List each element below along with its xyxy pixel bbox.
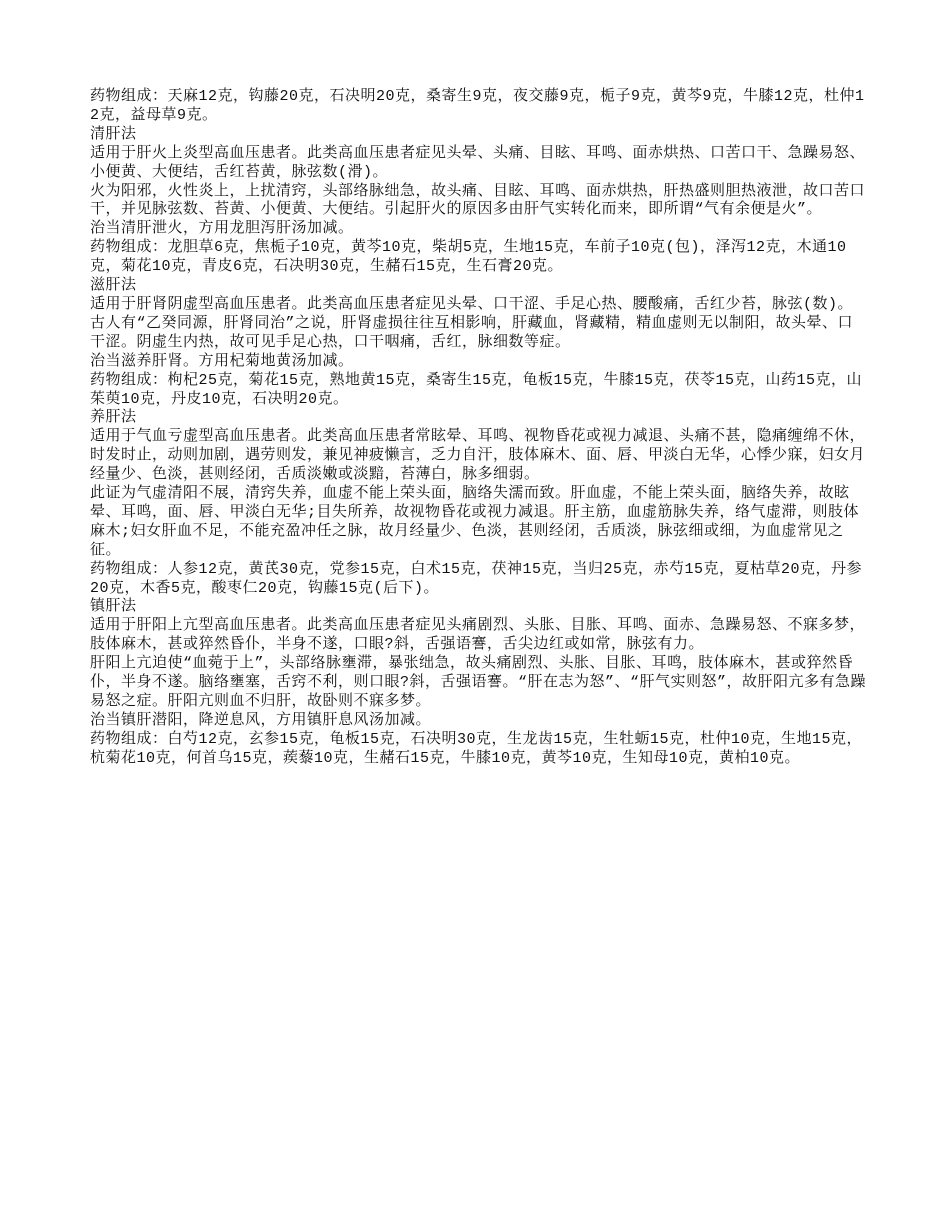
indication-paragraph: 适用于肝肾阴虚型高血压患者。此类高血压患者症见头晕、口干涩、手足心热、腰酸痛，舌红少苔，脉弦(数)。 xyxy=(90,295,854,313)
pathogenesis-paragraph: 肝阳上亢迫使“血菀于上”，头部络脉壅滞，暴张绌急，故头痛剧烈、头胀、目胀、耳鸣，肢体麻木，甚或猝然昏仆，半身不遂。脑络壅塞，舌窍不利，则口眼?斜，舌强语謇。“肝在志为怒”、“肝气实则怒”，故肝阳亢多有急躁易怒之症。肝阳亢则血不归肝，故卧则不寐多梦。 xyxy=(90,655,867,710)
indication-paragraph: 适用于肝火上炎型高血压患者。此类高血压患者症见头晕、头痛、目眩、耳鸣、面赤烘热、口苦口干、急躁易怒、小便黄、大便结，舌红苔黄，脉弦数(滑)。 xyxy=(90,144,866,181)
section-zigan xyxy=(90,277,866,409)
section-heading: 滋肝法 xyxy=(90,277,137,295)
pathogenesis-paragraph: 此证为气虚清阳不展，清窍失养，血虚不能上荣头面，脑络失濡而致。肝血虚，不能上荣头面，脑络失养，故眩晕、耳鸣，面、唇、甲淡白无华;目失所养，故视物昏花或视力减退。肝主筋，血虚筋脉失养，络气虚滞，则肢体麻木;妇女肝血不足，不能充盈冲任之脉，故月经量少、色淡，甚则经闭，舌质淡，脉弦细或细，为血虚常见之征。 xyxy=(90,485,860,559)
prescription-paragraph: 药物组成：天麻12克，钩藤20克，石决明20克，桑寄生9克，夜交藤9克，栀子9克，黄芩9克，牛膝12克，杜仲12克，益母草9克。 xyxy=(90,88,865,124)
prescription-paragraph: 药物组成：龙胆草6克，焦栀子10克，黄芩10克，柴胡5克，生地15克，车前子10克(包)，泽泻12克，木通10克，菊花10克，青皮6克，石决明30克，生赭石15克，生石膏20克。 xyxy=(90,239,847,276)
section-heading: 镇肝法 xyxy=(90,598,137,616)
section-qinggan xyxy=(90,126,866,277)
treatment-paragraph: 治当清肝泄火，方用龙胆泻肝汤加减。 xyxy=(90,220,354,238)
section-heading: 清肝法 xyxy=(90,125,137,143)
document-body xyxy=(90,88,866,769)
pathogenesis-paragraph: 古人有“乙癸同源，肝肾同治”之说，肝肾虚损往往互相影响，肝藏血，肾藏精，精血虚则无以制阳，故头晕、口干涩。阴虚生内热，故可见手足心热，口干咽痛，舌红，脉细数等症。 xyxy=(90,314,854,351)
indication-paragraph: 适用于肝阳上亢型高血压患者。此类高血压患者症见头痛剧烈、头胀、目胀、耳鸣、面赤、急躁易怒、不寐多梦，肢体麻木，甚或猝然昏仆，半身不遂，口眼?斜，舌强语謇，舌尖边红或如常，脉弦有力。 xyxy=(90,617,866,654)
prescription-paragraph: 药物组成：枸杞25克，菊花15克，熟地黄15克，桑寄生15克，龟板15克，牛膝15克，茯苓15克，山药15克，山茱萸10克，丹皮10克，石决明20克。 xyxy=(90,371,863,408)
indication-paragraph: 适用于气血亏虚型高血压患者。此类高血压患者常眩晕、耳鸣、视物昏花或视力减退、头痛不甚，隐痛缠绵不休，时发时止，动则加剧，遇劳则发，兼见神疲懒言，乏力自汗，肢体麻木、面、唇、甲淡白无华，心悸少寐，妇女月经量少、色淡，甚则经闭，舌质淡嫩或淡黯，苔薄白，脉多细弱。 xyxy=(90,428,866,484)
section-heading: 养肝法 xyxy=(90,409,137,427)
prescription-paragraph: 药物组成：人参12克，黄芪30克，党参15克，白术15克，茯神15克，当归25克，赤芍15克，夏枯草20克，丹参20克，木香5克，酸枣仁20克，钩藤15克(后下)。 xyxy=(90,560,863,597)
pathogenesis-paragraph: 火为阳邪，火性炎上，上扰清窍，头部络脉绌急，故头痛、目眩、耳鸣、面赤烘热，肝热盛则胆热液泄，故口苦口干，并见脉弦数、苔黄、小便黄、大便结。引起肝火的原因多由肝气实转化而来，即所谓“气有余便是火”。 xyxy=(90,182,866,219)
prescription-paragraph: 药物组成：白芍12克，玄参15克，龟板15克，石决明30克，生龙齿15克，生牡蛎15克，杜仲10克，生地15克，杭菊花10克，何首乌15克，蒺藜10克，生赭石15克，牛膝10克，黄芩10克，生知母10克，黄柏10克。 xyxy=(90,730,863,767)
treatment-paragraph: 治当镇肝潜阳，降逆息风，方用镇肝息风汤加减。 xyxy=(90,711,432,729)
section-zhengan xyxy=(90,598,866,768)
section-yanggan xyxy=(90,409,866,598)
treatment-paragraph: 治当滋养肝肾。方用杞菊地黄汤加减。 xyxy=(90,352,354,370)
